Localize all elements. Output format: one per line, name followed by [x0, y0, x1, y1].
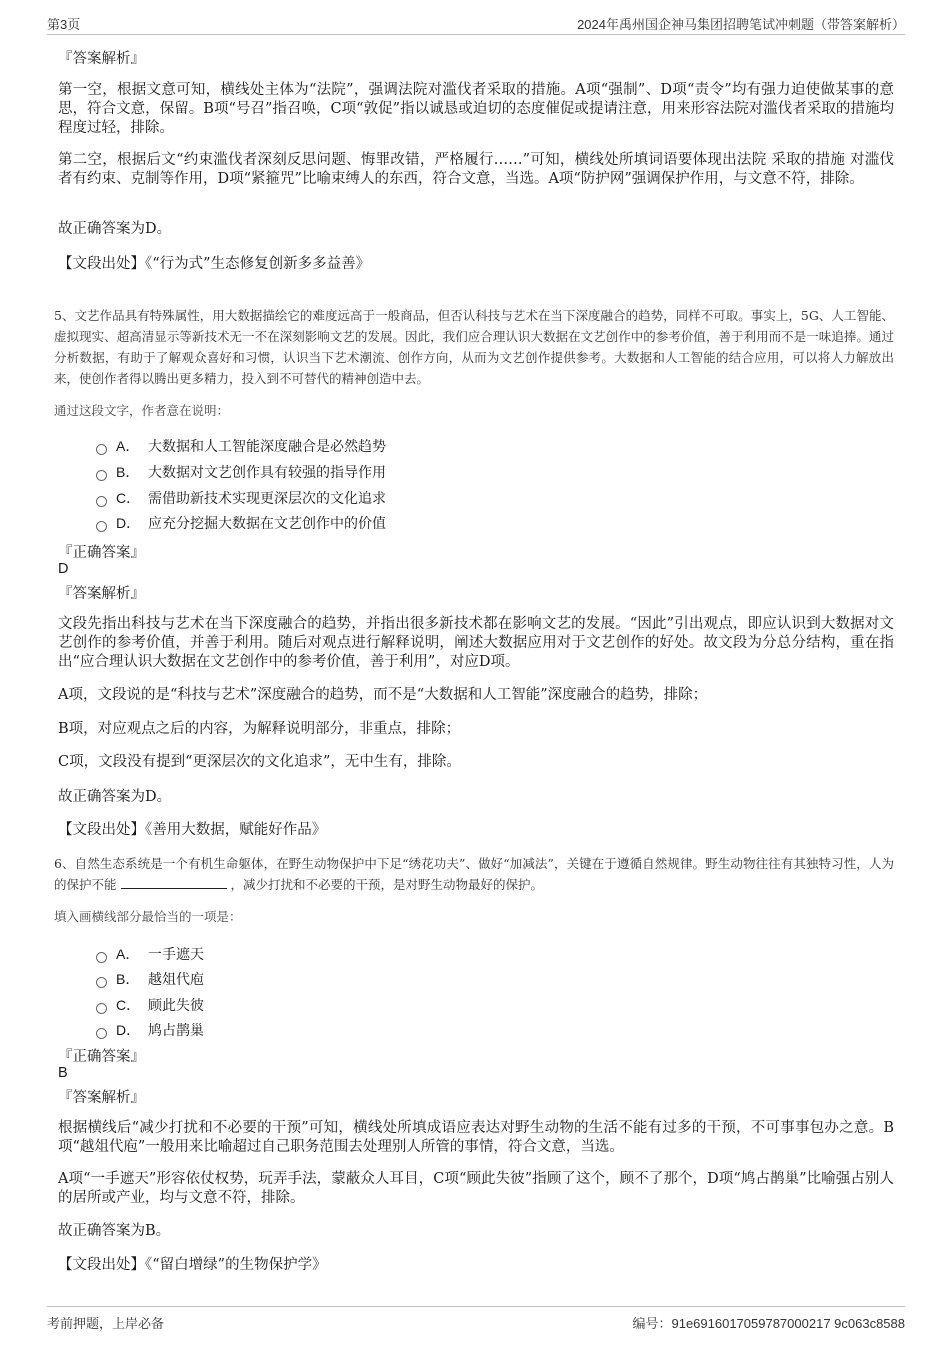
q6-stem-before: 6、自然生态系统是一个有机生命躯体，在野生动物保护中下足“绣花功夫”、做好“加减法”，关键在于遵循自然规律。野生动物往往有其独特习性，人为的保护不能 — [54, 856, 894, 892]
q6-stem — [54, 853, 894, 895]
q4-source: 【文段出处】《“行为式”生态修复创新多多益善》 — [58, 256, 371, 272]
q5-analysis-para: C项，文段没有提到“更深层次的文化追求”，无中生有，排除。 — [58, 754, 461, 770]
q6-option-d[interactable] — [96, 1020, 204, 1040]
q6-analysis-label: 『答案解析』 — [58, 1090, 145, 1106]
option-letter: C． — [116, 490, 141, 506]
option-text: 大数据对文艺创作具有较强的指导作用 — [148, 465, 386, 481]
option-letter: D． — [116, 515, 141, 531]
q5-option-b[interactable] — [96, 462, 386, 482]
fill-blank — [121, 876, 227, 889]
q5-analysis-para: B项，对应观点之后的内容，为解释说明部分，非重点，排除； — [58, 721, 461, 737]
option-letter: A． — [116, 438, 140, 454]
q6-source: 【文段出处】《“留白增绿”的生物保护学》 — [58, 1257, 327, 1273]
q5-option-c[interactable] — [96, 488, 386, 508]
q5-analysis-para: 文段先指出科技与艺术在当下深度融合的趋势，并指出很多新技术都在影响文艺的发展。“因此”引出观点，即应认识到大数据对文艺创作的参考价值，并善于利用。随后对观点进行解释说明，阐述大数据应用对于文艺创作的好处。故文段为分总分结构，重在指出“应合理认识大数据在文艺创作中的参考价值，善于利用”，对应D项。 — [58, 616, 894, 670]
page-header — [47, 12, 905, 35]
option-letter: D． — [116, 1022, 141, 1038]
q6-correct-label: 『正确答案』 — [58, 1049, 145, 1065]
page-footer — [47, 1306, 905, 1331]
radio-icon[interactable] — [96, 496, 107, 507]
q6-conclusion: 故正确答案为B。 — [58, 1223, 171, 1239]
option-text: 一手遮天 — [148, 947, 204, 963]
q6-option-a[interactable] — [96, 944, 204, 964]
q5-correct-answer: D — [58, 561, 69, 577]
q5-option-d[interactable] — [96, 513, 386, 533]
q4-analysis-para1: 第一空，根据文意可知，横线处主体为“法院”，强调法院对滥伐者采取的措施。A项“强制”、D项“责令”均有强力迫使做某事的意思，符合文意，保留。B项“号召”指召唤，C项“敦促”指以诚恳或迫切的态度催促或提请注意，用来形容法院对滥伐者采取的措施均程度过轻，排除。 — [58, 82, 894, 136]
option-letter: B． — [116, 971, 140, 987]
footer-serial: 编号：91e6916017059787000217 9c063c8588 — [632, 1316, 905, 1331]
q6-prompt: 填入画横线部分最恰当的一项是： — [54, 909, 242, 924]
q5-analysis-para: A项，文段说的是“科技与艺术”深度融合的趋势，而不是“大数据和人工智能”深度融合的趋势，排除； — [58, 687, 708, 703]
radio-icon[interactable] — [96, 444, 107, 455]
q4-analysis-label: 『答案解析』 — [58, 51, 145, 67]
q4-conclusion: 故正确答案为D。 — [58, 221, 172, 237]
q5-option-a[interactable] — [96, 436, 386, 456]
radio-icon[interactable] — [96, 952, 107, 963]
page-number: 第3页 — [47, 17, 81, 32]
radio-icon[interactable] — [96, 470, 107, 481]
option-text: 越俎代庖 — [148, 972, 204, 988]
q6-stem-after: ，减少打扰和不必要的干预，是对野生动物最好的保护。 — [230, 877, 544, 892]
q5-conclusion: 故正确答案为D。 — [58, 789, 172, 805]
q5-source: 【文段出处】《善用大数据，赋能好作品》 — [58, 822, 327, 838]
q5-stem: 5、文艺作品具有特殊属性，用大数据描绘它的难度远高于一般商品，但否认科技与艺术在当下深度融合的趋势，同样不可取。事实上，5G、人工智能、虚拟现实、超高清显示等新技术无一不在深刻影响文艺的发展。因此，我们应合理认识大数据在文艺创作中的参考价值，善于利用而不是一味追捧。通过分析数据，有助于了解观众喜好和习惯，认识当下艺术潮流、创作方向，从而为文艺创作提供参考。大数据和人工智能的结合应用，可以将人力解放出来，使创作者得以腾出更多精力，投入到不可替代的精神创造中去。 — [54, 308, 894, 386]
q6-correct-answer: B — [58, 1065, 68, 1081]
radio-icon[interactable] — [96, 977, 107, 988]
option-text: 顾此失彼 — [148, 998, 204, 1014]
q4-analysis-para2: 第二空，根据后文“约束滥伐者深刻反思问题、悔罪改错，严格履行……”可知，横线处所填词语要体现出法院 采取的措施 对滥伐者有约束、克制等作用，D项“紧箍咒”比喻束缚人的东西，符合文意，当选。A项“防护网”强调保护作用，与文意不符，排除。 — [58, 152, 894, 187]
option-text: 鸠占鹊巢 — [148, 1023, 204, 1039]
q6-option-c[interactable] — [96, 995, 204, 1015]
radio-icon[interactable] — [96, 1028, 107, 1039]
option-text: 大数据和人工智能深度融合是必然趋势 — [148, 439, 386, 455]
option-letter: A． — [116, 946, 140, 962]
option-text: 应充分挖掘大数据在文艺创作中的价值 — [148, 516, 386, 532]
footer-slogan: 考前押题，上岸必备 — [47, 1316, 165, 1331]
option-text: 需借助新技术实现更深层次的文化追求 — [148, 491, 386, 507]
document-title: 2024年禹州国企神马集团招聘笔试冲刺题（带答案解析） — [577, 17, 905, 32]
q5-analysis-label: 『答案解析』 — [58, 586, 145, 602]
q6-analysis-para: 根据横线后“减少打扰和不必要的干预”可知，横线处所填成语应表达对野生动物的生活不能有过多的干预，不可事事包办之意。B项“越俎代庖”一般用来比喻超过自己职务范围去处理别人所管的事情，符合文意，当选。 — [58, 1120, 894, 1155]
q5-prompt: 通过这段文字，作者意在说明： — [54, 403, 230, 418]
radio-icon[interactable] — [96, 1003, 107, 1014]
q5-correct-label: 『正确答案』 — [58, 545, 145, 561]
option-letter: B． — [116, 464, 140, 480]
radio-icon[interactable] — [96, 521, 107, 532]
option-letter: C． — [116, 997, 141, 1013]
q6-option-b[interactable] — [96, 969, 204, 989]
q6-analysis-para: A项“一手遮天”形容依仗权势，玩弄手法，蒙蔽众人耳目，C项“顾此失彼”指顾了这个，顾不了那个，D项“鸠占鹊巢”比喻强占别人的居所或产业，均与文意不符，排除。 — [58, 1171, 894, 1206]
